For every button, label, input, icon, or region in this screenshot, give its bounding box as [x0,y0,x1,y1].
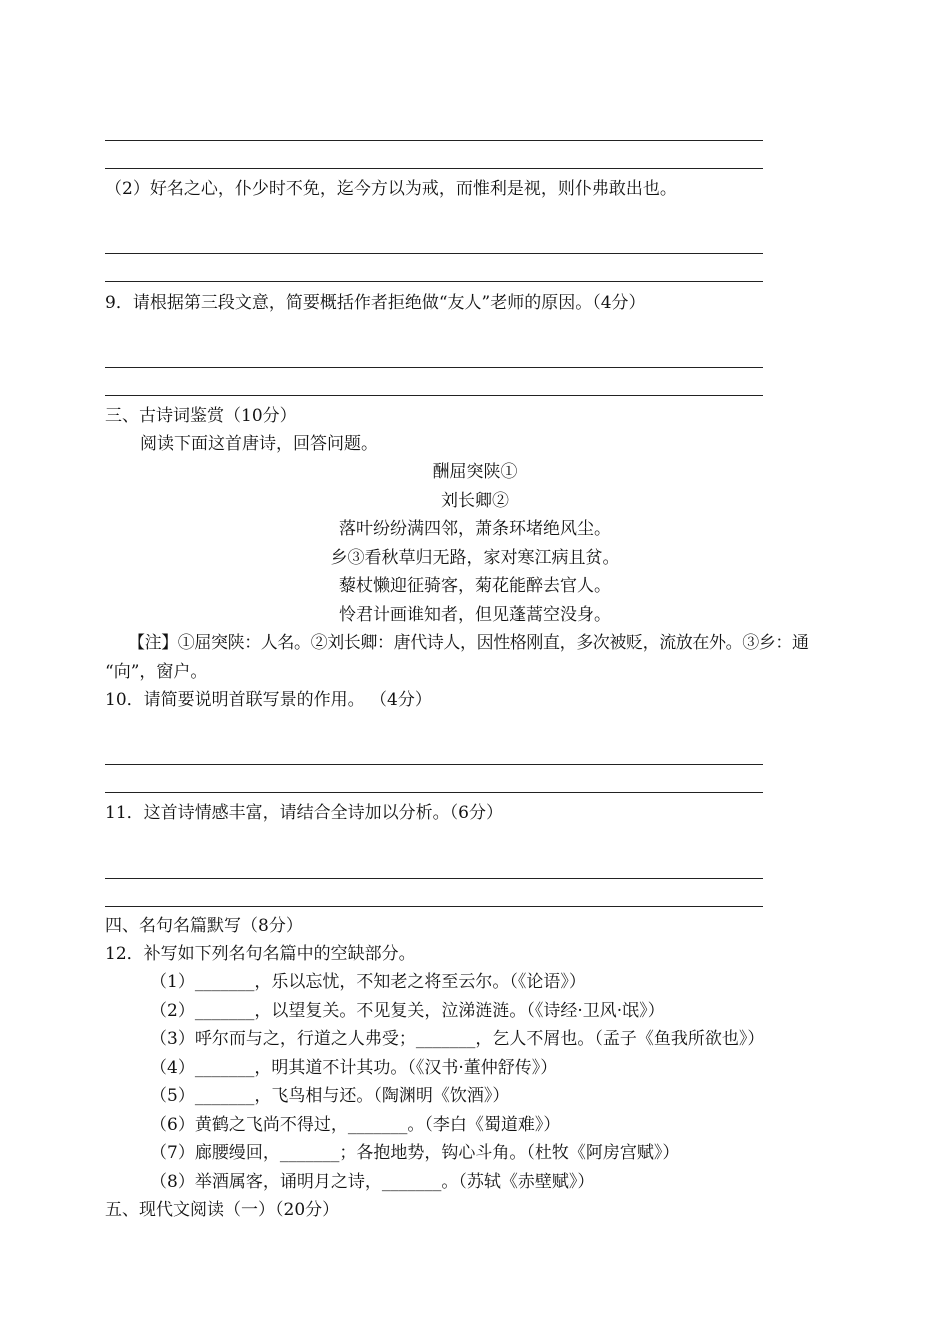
section-5-heading: 五、现代文阅读（一）（20分） [105,1200,340,1220]
poem-note-line1: 【注】①屈突陕：人名。②刘长卿：唐代诗人，因性格刚直，多次被贬，流放在外。③乡：通 [128,633,809,653]
fill-blank-item: （4）_______，明其道不计其功。（《汉书·董仲舒传》） [150,1058,558,1078]
fill-blank-item: （7）廊腰缦回，_______；各抱地势，钩心斗角。（杜牧《阿房宫赋》） [150,1143,680,1163]
poem-title: 酬屈突陕① [432,462,518,482]
answer-line [105,878,763,879]
question-10: 10．请简要说明首联写景的作用。 （4分） [105,690,432,710]
section-3-heading: 三、古诗词鉴赏（10分） [105,406,297,426]
poem-line: 落叶纷纷满四邻，萧条环堵绝风尘。 [339,519,611,539]
fill-blank-item: （5）_______，飞鸟相与还。（陶渊明《饮酒》） [150,1086,510,1106]
fill-blank-item: （8）举酒属客，诵明月之诗，_______。（苏轼《赤壁赋》） [150,1172,595,1192]
answer-line [105,367,763,368]
answer-line [105,140,763,141]
answer-line [105,906,763,907]
fill-blank-item: （2）_______，以望复关。不见复关，泣涕涟涟。（《诗经·卫风·氓》） [150,1001,665,1021]
answer-line [105,281,763,282]
fill-blank-item: （6）黄鹤之飞尚不得过，_______。（李白《蜀道难》） [150,1115,561,1135]
answer-line [105,253,763,254]
fill-blank-item: （3）呼尔而与之，行道之人弗受；_______，乞人不屑也。（孟子《鱼我所欲也》） [150,1029,765,1049]
poem-note-line2: “向”，窗户。 [105,662,208,682]
answer-line [105,168,763,169]
question-11: 11．这首诗情感丰富，请结合全诗加以分析。（6分） [105,803,503,823]
answer-line [105,764,763,765]
poem-author: 刘长卿② [441,491,509,511]
question-8-sub2: （2）好名之心，仆少时不免，迄今方以为戒，而惟利是视，则仆弗敢出也。 [105,179,677,199]
poem-line: 藜杖懒迎征骑客，菊花能醉去官人。 [339,576,611,596]
section-3-intro: 阅读下面这首唐诗，回答问题。 [140,434,378,454]
answer-line [105,792,763,793]
poem-line: 乡③看秋草归无路，家对寒江病且贫。 [330,548,620,568]
poem-line: 怜君计画谁知者，但见蓬蒿空没身。 [339,605,611,625]
question-9: 9．请根据第三段文意，简要概括作者拒绝做“友人”老师的原因。（4分） [105,293,646,313]
question-12: 12．补写如下列名句名篇中的空缺部分。 [105,944,416,964]
fill-blank-item: （1）_______，乐以忘忧，不知老之将至云尔。（《论语》） [150,972,586,992]
section-4-heading: 四、名句名篇默写（8分） [105,916,303,936]
answer-line [105,395,763,396]
